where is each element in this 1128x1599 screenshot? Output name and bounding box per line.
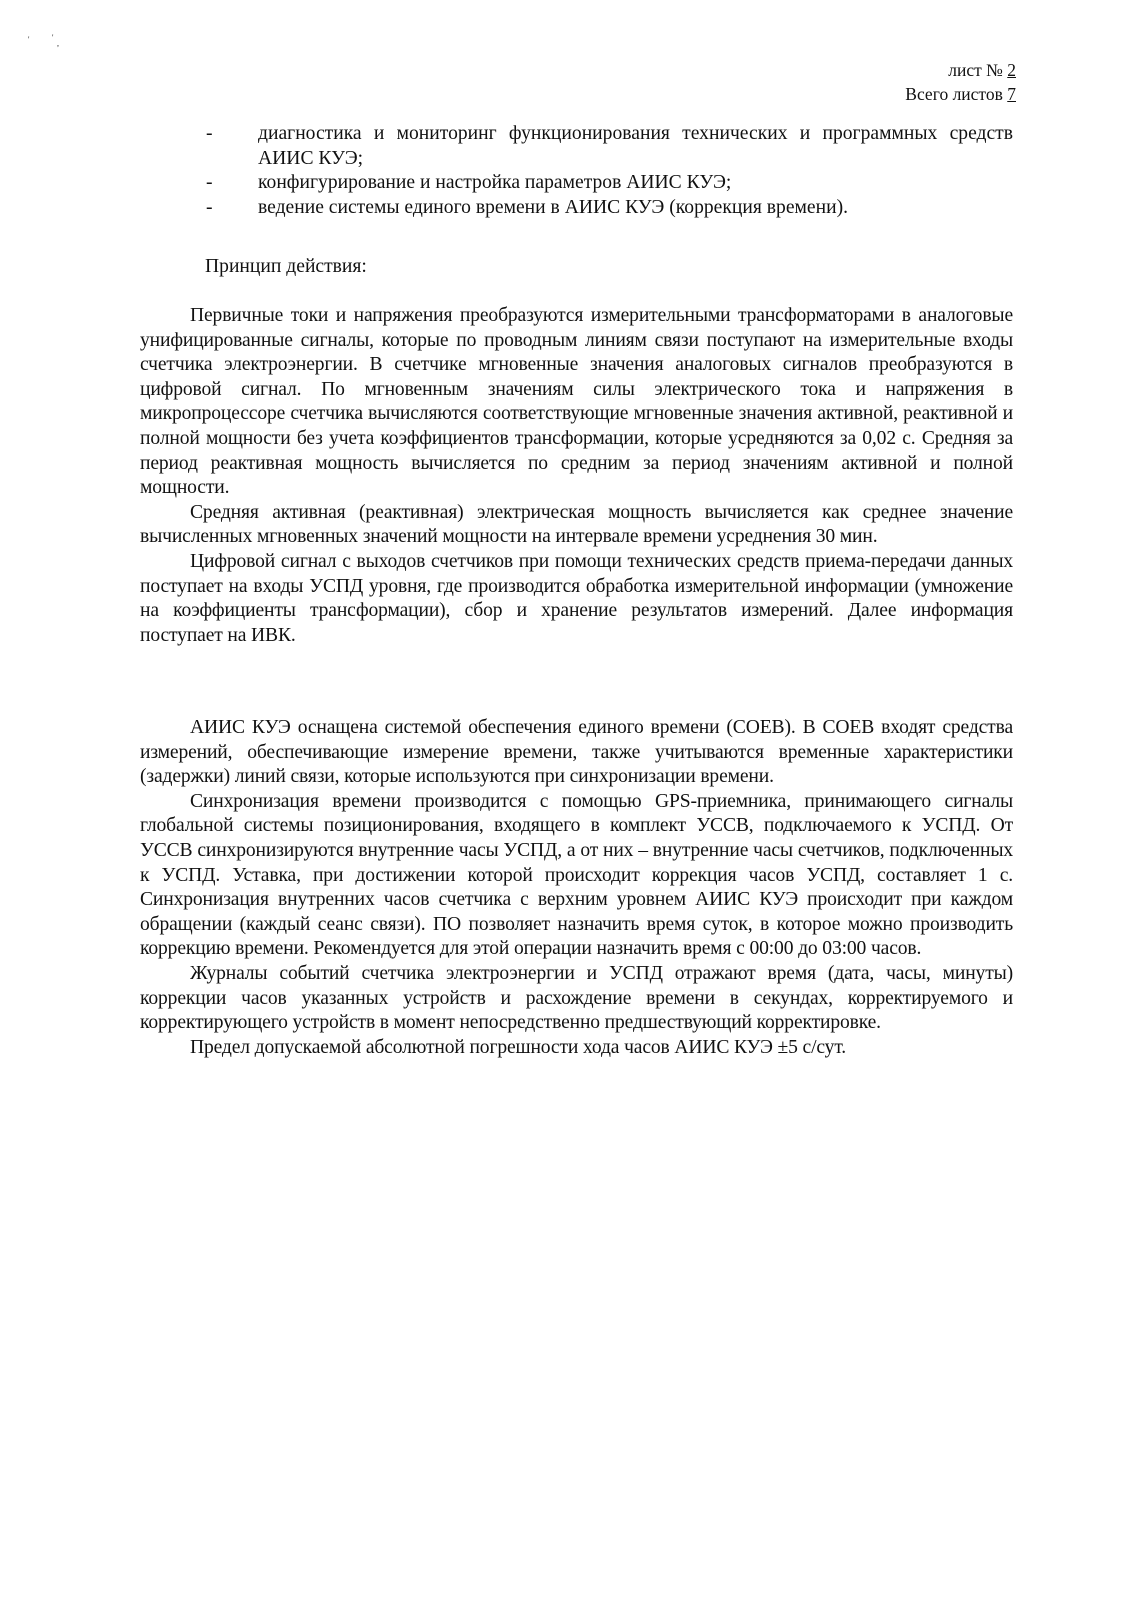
sheet-number: 2 xyxy=(1007,60,1016,80)
paragraph: Средняя активная (реактивная) электрическая мощность вычисляется как среднее значение вычисленных мгновенных значений мощности на интервале времени усреднения 30 мин. xyxy=(140,501,1013,548)
list-item xyxy=(140,122,1013,171)
bullet-list xyxy=(140,122,1013,220)
total-number: 7 xyxy=(1007,84,1016,104)
list-item-text: конфигурирование и настройка параметров АИИС КУЭ; xyxy=(258,172,732,194)
bullet-marker: - xyxy=(206,196,213,218)
list-item-text: диагностика и мониторинг функционирования технических и программных средств АИИС КУЭ; xyxy=(258,123,1013,169)
list-item xyxy=(140,171,1013,196)
document-page: ' ' , лист № 2 Всего листов 7 - диагностика и мониторинг функционирования технических и программных средств АИИС КУЭ; - конфигурирование и настройка параметров АИИС КУЭ; - ведение системы единого времени в АИИС КУЭ (коррекция времени). Принцип действия: Первичные токи и напряжения преобразуются измерительными трансформаторами в аналоговые унифицированные сигналы, которые по проводным линиям связи поступают на измерительные входы счетчика электроэнергии. В счетчике мгновенные значения аналоговых сигналов преобразуются в цифровой сигнал. По мгновенным значениям силы электрического тока и напряжения в микропроцессоре счетчика вычисляются соответствующие мгновенные значения активной, реактивной и полной мощности без учета коэффициентов трансформации, которые усредняются за 0,02 с. Средняя за период реактивная мощность вычисляется по средним за период значениям активной и полной мощности. Средняя активная (реактивная) электрическая мощность вычисляется как среднее значение вычисленных мгновенных значений мощности на интервале времени усреднения 30 мин. Цифровой сигнал с выходов счетчиков при помощи технических средств приема-передачи данных поступает на входы УСПД уровня, где производится обработка измерительной информации (умножение на коэффициенты трансформации), сбор и хранение результатов измерений. Далее информация поступает на ИВК. АИИС КУЭ оснащена системой обеспечения единого времени (СОЕВ). В СОЕВ входят средства измерений, обеспечивающие измерение времени, также учитываются временные характеристики (задержки) линий связи, которые используются при синхронизации времени. Синхронизация времени производится с помощью GPS-приемника, принимающего сигналы глобальной системы позиционирования, входящего в комплект УССВ, подключаемого к УСПД. От УССВ синхронизируются внутренние часы УСПД, а от них – внутренние часы счетчиков, подключенных к УСПД. Уставка, при достижении которой происходит коррекция часов УСПД, составляет 1 с. Синхронизация внутренних часов счетчика с верхним уровнем АИИС КУЭ происходит при каждом обращении (каждый сеанс связи). ПО позволяет назначить время суток, в которое можно производить коррекцию времени. Рекомендуется для этой операции назначить время с 00:00 до 03:00 часов. Журналы событий счетчика электроэнергии и УСПД отражают время (дата, часы, минуты) коррекции часов указанных устройств и расхождение времени в секундах, корректируемого и корректирующего устройств в момент непосредственно предшествующий корректировке. Предел допускаемой абсолютной погрешности хода часов АИИС КУЭ ±5 с/сут. xyxy=(0,0,1128,1599)
paragraph: Журналы событий счетчика электроэнергии и УСПД отражают время (дата, часы, минуты) коррекции часов указанных устройств и расхождение времени в секундах, корректируемого и корректирующего устройств в момент непосредственно предшествующий корректировке. xyxy=(140,962,1013,1034)
total-sheets-line xyxy=(905,82,1016,106)
paragraph: Цифровой сигнал с выходов счетчиков при помощи технических средств приема-передачи данных поступает на входы УСПД уровня, где производится обработка измерительной информации (умножение на коэффициенты трансформации), сбор и хранение результатов измерений. Далее информация поступает на ИВК. xyxy=(140,550,1013,646)
paragraph: АИИС КУЭ оснащена системой обеспечения единого времени (СОЕВ). В СОЕВ входят средства измерений, обеспечивающие измерение времени, также учитываются временные характеристики (задержки) линий связи, которые используются при синхронизации времени. xyxy=(140,717,1013,788)
paragraph: Первичные токи и напряжения преобразуются измерительными трансформаторами в аналоговые унифицированные сигналы, которые по проводным линиям связи поступают на измерительные входы счетчика электроэнергии. В счетчике мгновенные значения аналоговых сигналов преобразуются в цифровой сигнал. По мгновенным значениям силы электрического тока и напряжения в микропроцессоре счетчика вычисляются соответствующие мгновенные значения активной, реактивной и полной мощности без учета коэффициентов трансформации, которые усредняются за 0,02 с. Средняя за период реактивная мощность вычисляется по средним за период значениям активной и полной мощности. xyxy=(140,305,1013,499)
total-label: Всего листов xyxy=(905,84,1003,104)
sheet-label: лист № xyxy=(948,60,1003,80)
section-heading: Принцип действия: xyxy=(205,256,367,277)
bullet-marker: - xyxy=(206,172,213,194)
list-item-text: ведение системы единого времени в АИИС КУЭ (коррекция времени). xyxy=(258,196,849,218)
page-header xyxy=(905,58,1016,106)
list-item xyxy=(140,196,1013,221)
bullet-marker: - xyxy=(206,123,213,144)
sheet-number-line xyxy=(905,58,1016,82)
paragraph: Предел допускаемой абсолютной погрешности хода часов АИИС КУЭ ±5 с/сут. xyxy=(190,1036,847,1058)
body-text-group-2 xyxy=(140,716,1013,1060)
paragraph: Синхронизация времени производится с помощью GPS-приемника, принимающего сигналы глобальной системы позиционирования, входящего в комплект УССВ, подключаемого к УСПД. От УССВ синхронизируются внутренние часы УСПД, а от них – внутренние часы счетчиков, подключенных к УСПД. Уставка, при достижении которой происходит коррекция часов УСПД, составляет 1 с. Синхронизация внутренних часов счетчика с верхним уровнем АИИС КУЭ происходит при каждом обращении (каждый сеанс связи). ПО позволяет назначить время суток, в которое можно производить коррекцию времени. Рекомендуется для этой операции назначить время с 00:00 до 03:00 часов. xyxy=(140,790,1013,960)
body-text-group-1 xyxy=(140,304,1013,648)
